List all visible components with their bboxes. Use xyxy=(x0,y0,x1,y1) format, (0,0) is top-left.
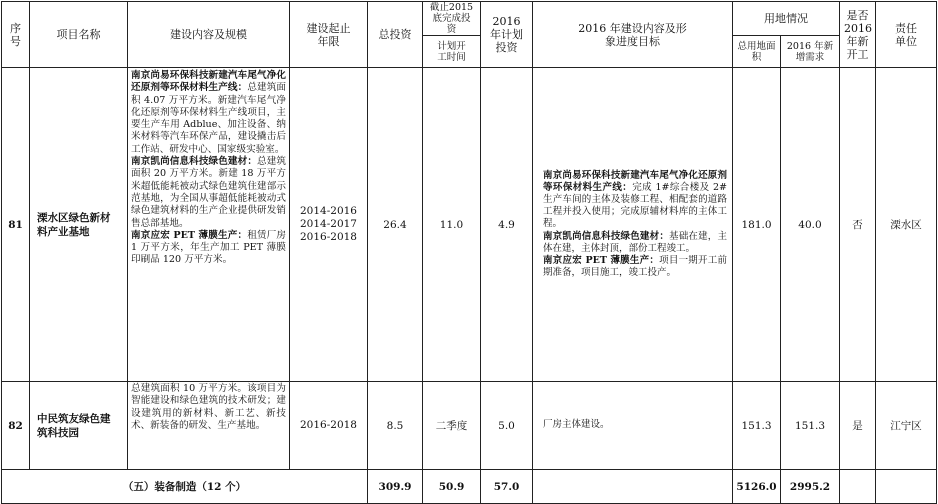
summary-row xyxy=(2,470,937,504)
row-invest2016: 4.9 xyxy=(481,68,533,382)
year-range: 2014-2016 xyxy=(300,205,357,217)
row-start-end xyxy=(290,382,368,470)
header-seq: 序号 xyxy=(2,2,30,68)
summary-label: （五）装备制造（12 个） xyxy=(2,470,368,504)
goal-item-title: 南京凯尚信息科技绿色建材： xyxy=(543,230,670,242)
row-land-new: 151.3 xyxy=(781,382,840,470)
goal-item-text: 基础在建，主体在建，主体封顶，部份工程竣工。 xyxy=(543,230,727,254)
goal-item-title: 南京应宏 PET 薄膜生产： xyxy=(543,254,660,266)
summary-total: 309.9 xyxy=(368,470,423,504)
scale-item-text: 总建筑面积 4.07 万平方米。新建汽车尾气净化还原剂等环保材料生产线项目，主要生产车用 Adblue、加注设备、纳米材料等汽车环保产品，建设撬击后工作站、研发中心、国家级实验室。 xyxy=(131,82,287,155)
row-by2015: 11.0 xyxy=(423,68,481,382)
year-range: 2016-2018 xyxy=(300,419,357,431)
scale-item-title: 南京凯尚信息科技绿色建材： xyxy=(131,156,258,168)
project-table xyxy=(1,1,937,504)
summary-by2015: 50.9 xyxy=(423,470,481,504)
row-land-new: 40.0 xyxy=(781,68,840,382)
header-land-use: 用地情况 xyxy=(733,2,840,36)
row-land-total: 181.0 xyxy=(733,68,781,382)
header-by-2015: 截止2015底完成投资 xyxy=(423,2,481,36)
table-row xyxy=(2,68,937,382)
summary-invest2016: 57.0 xyxy=(481,470,533,504)
row-land-total: 151.3 xyxy=(733,382,781,470)
row-new-start: 是 xyxy=(840,382,876,470)
goal-item-text: 项目一期开工前期准备，项目施工，竣工投产。 xyxy=(543,254,727,278)
scale-item-title: 南京尚易环保科技新建汽车尾气净化还原剂等环保材料生产线： xyxy=(131,70,286,94)
header-planned-start: 计划开工时间 xyxy=(423,36,481,68)
summary-goals-empty xyxy=(533,470,733,504)
row-seq: 82 xyxy=(2,382,30,470)
row-content-scale: 总建筑面积 10 万平方米。该项目为智能建设和绿色建筑的技术研发；建设建筑用的新材料、新工艺、新技术、新装备的研发、生产基地。 xyxy=(128,382,290,470)
header-land-total: 总用地面积 xyxy=(733,36,781,68)
header-row-1 xyxy=(2,2,937,36)
year-range: 2016-2018 xyxy=(300,231,357,243)
row-by2015: 二季度 xyxy=(423,382,481,470)
row-content-scale xyxy=(128,68,290,382)
header-responsible: 责任单位 xyxy=(876,2,937,68)
row-goals: 厂房主体建设。 xyxy=(533,382,733,470)
row-total: 26.4 xyxy=(368,68,423,382)
header-start-end: 建设起止年限 xyxy=(290,2,368,68)
row-responsible: 溧水区 xyxy=(876,68,937,382)
row-new-start: 否 xyxy=(840,68,876,382)
header-land-new: 2016 年新增需求 xyxy=(781,36,840,68)
summary-land-new: 2995.2 xyxy=(781,470,840,504)
goal-item-title: 南京尚易环保科技新建汽车尾气净化还原剂等环保材料生产线： xyxy=(543,170,727,194)
row-seq: 81 xyxy=(2,68,30,382)
summary-land-total: 5126.0 xyxy=(733,470,781,504)
scale-item-title: 南京应宏 PET 薄膜生产： xyxy=(131,229,248,241)
row-total: 8.5 xyxy=(368,382,423,470)
header-invest-2016: 2016 年计划投资 xyxy=(481,2,533,68)
summary-new-start-empty xyxy=(840,470,876,504)
row-invest2016: 5.0 xyxy=(481,382,533,470)
summary-responsible-empty xyxy=(876,470,937,504)
row-project-name: 中民筑友绿色建筑科技园 xyxy=(30,382,128,470)
header-total-investment: 总投资 xyxy=(368,2,423,68)
scale-item-text: 总建筑面积 20 万平方米。新建 18 万平方米超低能耗被动式绿色建筑住建部示范基地，为全国从事超低能耗被动式绿色建筑材料的生产企业提供研发销售总部基地。 xyxy=(131,156,287,229)
scale-item-text: 租赁厂房 1 万平方米，年生产加工 PET 薄膜印刷品 120 万平方米。 xyxy=(131,229,286,266)
row-project-name: 溧水区绿色新材料产业基地 xyxy=(30,68,128,382)
header-goals-2016: 2016 年建设内容及形象进度目标 xyxy=(533,2,733,68)
year-range: 2014-2017 xyxy=(300,218,357,230)
header-project-name: 项目名称 xyxy=(30,2,128,68)
header-new-start: 是否2016年新开工 xyxy=(840,2,876,68)
row-goals xyxy=(533,68,733,382)
table-row xyxy=(2,382,937,470)
header-content-scale: 建设内容及规模 xyxy=(128,2,290,68)
goal-item-text: 完成 1#综合楼及 2#生产车间的主体及装修工程、相配套的道路工程并投入使用；完成原辅材料库的主体工程。 xyxy=(543,182,727,230)
row-responsible: 江宁区 xyxy=(876,382,937,470)
row-start-end xyxy=(290,68,368,382)
